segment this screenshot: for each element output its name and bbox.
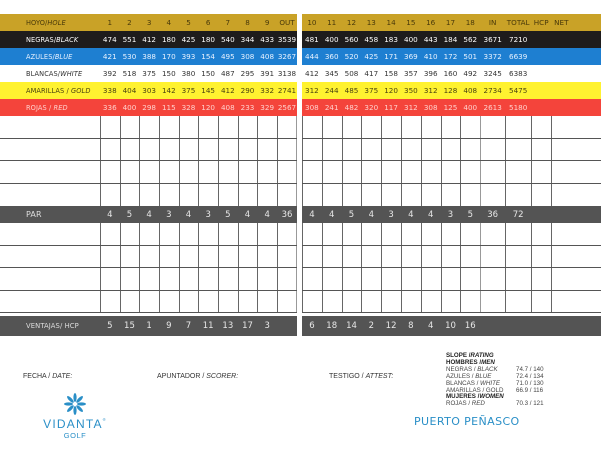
- out-total: 2741: [277, 86, 297, 95]
- handicap-row: [302, 316, 601, 336]
- par-out: 36: [281, 209, 293, 220]
- back-nine-panel: [302, 14, 601, 336]
- yardage: 145: [201, 86, 215, 95]
- slope-row: ROJAS / RED 70.3 / 121: [446, 400, 544, 408]
- flower-star-icon: [63, 392, 87, 416]
- out-total: 3138: [277, 69, 297, 78]
- hole-number: 15: [406, 18, 416, 27]
- yardage: 421: [102, 52, 117, 61]
- yardage: 357: [404, 69, 418, 78]
- hole-number: 1: [107, 18, 113, 27]
- hole-number: 2: [127, 18, 132, 27]
- handicap-value: 11: [202, 321, 214, 331]
- yardage: 295: [240, 69, 255, 78]
- par-value: 3: [205, 209, 211, 220]
- score-entry-row[interactable]: [0, 246, 297, 269]
- yardage: 400: [404, 35, 418, 44]
- handicap-value: 14: [346, 321, 357, 331]
- yardage: 375: [181, 86, 196, 95]
- handicap-value: 4: [427, 321, 434, 331]
- yardage: 332: [260, 86, 275, 95]
- yardage: 396: [423, 69, 438, 78]
- yardage: 412: [305, 69, 319, 78]
- yardage: 303: [142, 86, 156, 95]
- score-entry-row[interactable]: [0, 116, 297, 139]
- hole-number: 3: [146, 18, 152, 27]
- yardage: 150: [201, 69, 215, 78]
- yardage: 485: [344, 86, 359, 95]
- hole-number: 4: [166, 18, 172, 27]
- yardage: 170: [161, 52, 176, 61]
- yardage: 380: [181, 69, 196, 78]
- tee-row-blue: [302, 48, 601, 65]
- yardage: 308: [240, 52, 255, 61]
- score-entry-row[interactable]: [302, 161, 601, 184]
- hole-header-label: HOYO/HOLE: [26, 18, 66, 27]
- vidanta-golf-subtitle: GOLF: [63, 431, 87, 440]
- yardage: 408: [260, 52, 275, 61]
- hole-header-row: [302, 14, 601, 31]
- par-value: 4: [368, 209, 374, 220]
- hole-number: 17: [445, 18, 456, 27]
- tee-label: BLANCAS/WHITE: [26, 69, 83, 78]
- par-value: 3: [388, 209, 394, 220]
- yardage: 412: [220, 86, 235, 95]
- yardage: 560: [344, 35, 359, 44]
- yardage: 154: [201, 52, 215, 61]
- tee-row-red: [302, 99, 601, 116]
- handicap-value: 15: [124, 321, 135, 331]
- yardage: 412: [142, 35, 156, 44]
- in-total: 2613: [483, 103, 502, 112]
- yardage: 241: [324, 103, 339, 112]
- yardage: 495: [220, 52, 235, 61]
- yardage: 392: [102, 69, 117, 78]
- score-entry-row[interactable]: [302, 116, 601, 139]
- par-value: 5: [225, 209, 231, 220]
- grand-total: 6639: [509, 52, 528, 61]
- hole-number: 18: [465, 18, 475, 27]
- tee-row-black: [302, 31, 601, 48]
- yardage: 180: [201, 35, 215, 44]
- handicap-value: 7: [185, 321, 192, 331]
- grand-total: 5180: [509, 103, 528, 112]
- hole-number: 10: [307, 18, 317, 27]
- yardage: 393: [181, 52, 196, 61]
- yardage: 298: [142, 103, 156, 112]
- par-value: 5: [467, 209, 473, 220]
- yardage: 530: [122, 52, 137, 61]
- yardage: 482: [344, 103, 359, 112]
- out-total: 3539: [277, 35, 297, 44]
- yardage: 180: [161, 35, 176, 44]
- grand-total: 5475: [509, 86, 528, 95]
- yardage: 125: [443, 103, 458, 112]
- score-grid-upper: [302, 116, 601, 206]
- slope-row: NEGRAS / BLACK 74.7 / 140: [446, 365, 544, 373]
- date-field-label[interactable]: FECHA / DATE:: [23, 373, 73, 380]
- yardage: 408: [463, 86, 478, 95]
- net-header: NET: [554, 18, 569, 27]
- hole-number: 12: [346, 18, 357, 27]
- score-entry-row[interactable]: [302, 291, 601, 314]
- yardage: 184: [443, 35, 458, 44]
- hole-header-row: [0, 14, 297, 31]
- handicap-value: 5: [107, 321, 113, 331]
- yardage: 540: [220, 35, 235, 44]
- slope-row: BLANCAS / WHITE 71.0 / 130: [446, 379, 544, 387]
- tee-row-gold: [302, 82, 601, 99]
- puerto-penasco-logo: PUERTO PEÑASCO: [414, 415, 520, 428]
- yardage: 120: [384, 86, 398, 95]
- yardage: 308: [305, 103, 319, 112]
- score-grid-lower: [0, 223, 297, 313]
- handicap-value: 12: [385, 321, 397, 331]
- handicap-value: 1: [146, 321, 152, 331]
- yardage: 375: [364, 86, 379, 95]
- yardage: 312: [305, 86, 319, 95]
- score-entry-row[interactable]: [0, 139, 297, 162]
- slope-rating-table: SLOPE / RATING HOMBRES / MEN NEGRAS / BLACK 74.7 / 140 AZULES / BLUE 72.4 / 134 BLANCAS / WHITE 71.0 / 130 AMARILLAS / GOLD 66.9 / 116 MUJERES / WOMEN ROJAS / RED 70.3 / 121: [446, 353, 546, 408]
- hole-number: 5: [186, 18, 191, 27]
- handicap-value: 8: [408, 321, 414, 331]
- score-entry-row[interactable]: [0, 291, 297, 314]
- yardage: 425: [181, 35, 196, 44]
- handicap-value: 18: [326, 321, 338, 331]
- yardage: 481: [305, 35, 319, 44]
- in-total: 3671: [483, 35, 502, 44]
- par-value: 4: [244, 209, 251, 220]
- attest-field-label[interactable]: TESTIGO / ATTEST:: [329, 373, 394, 380]
- yardage: 312: [423, 86, 438, 95]
- yardage: 520: [344, 52, 359, 61]
- tee-row-white: [302, 65, 601, 82]
- score-grid-lower: [302, 223, 601, 313]
- yardage: 404: [122, 86, 137, 95]
- yardage: 492: [463, 69, 478, 78]
- yardage: 183: [384, 35, 398, 44]
- score-entry-row[interactable]: [0, 268, 297, 291]
- handicap-value: 10: [445, 321, 456, 331]
- yardage: 344: [240, 35, 255, 44]
- slope-row: AMARILLAS / GOLD 66.9 / 116: [446, 386, 544, 394]
- tee-label: AZULES/BLUE: [26, 52, 73, 61]
- score-entry-row[interactable]: [302, 268, 601, 291]
- par-value: 4: [185, 209, 192, 220]
- score-entry-row[interactable]: [0, 161, 297, 184]
- par-value: 4: [328, 209, 335, 220]
- par-row: [0, 206, 297, 223]
- yardage: 551: [122, 35, 137, 44]
- handicap-row: [0, 316, 297, 336]
- yardage: 360: [324, 52, 339, 61]
- hole-number: 6: [205, 18, 211, 27]
- tee-row-white: [0, 65, 297, 82]
- handicap-value: 16: [464, 321, 476, 331]
- hole-number: 14: [386, 18, 396, 27]
- yardage: 400: [122, 103, 137, 112]
- yardage: 117: [384, 103, 398, 112]
- handicap-value: 6: [309, 321, 315, 331]
- yardage: 244: [324, 86, 339, 95]
- grand-total: 6383: [509, 69, 528, 78]
- yardage: 369: [404, 52, 418, 61]
- tee-row-blue: [0, 48, 297, 65]
- yardage: 474: [102, 35, 117, 44]
- yardage: 562: [463, 35, 478, 44]
- handicap-value: 9: [166, 321, 172, 331]
- par-total: 72: [512, 209, 524, 220]
- total-header: TOTAL: [506, 18, 530, 27]
- score-entry-row[interactable]: [302, 139, 601, 162]
- yardage: 150: [161, 69, 176, 78]
- score-entry-row[interactable]: [0, 184, 297, 207]
- yardage: 444: [305, 52, 319, 61]
- par-value: 3: [166, 209, 172, 220]
- handicap-value: 13: [222, 321, 234, 331]
- par-value: 3: [447, 209, 454, 220]
- par-value: 5: [126, 209, 133, 220]
- tee-row-gold: [0, 82, 297, 99]
- vidanta-wordmark: VIDANTA®: [43, 417, 107, 431]
- yardage: 320: [364, 103, 379, 112]
- yardage: 391: [260, 69, 275, 78]
- handicap-value: 2: [368, 321, 374, 331]
- yardage: 171: [384, 52, 398, 61]
- yardage: 350: [404, 86, 418, 95]
- yardage: 312: [404, 103, 418, 112]
- par-value: 4: [408, 209, 414, 220]
- yardage: 410: [423, 52, 438, 61]
- yardage: 501: [463, 52, 478, 61]
- yardage: 458: [364, 35, 379, 44]
- yardage: 375: [142, 69, 156, 78]
- yardage: 128: [443, 86, 458, 95]
- yardage: 329: [260, 103, 275, 112]
- scorer-field-label[interactable]: APUNTADOR / SCORER:: [157, 373, 239, 380]
- score-entry-row[interactable]: [302, 184, 601, 207]
- hole-number: 16: [426, 18, 436, 27]
- yardage: 433: [260, 35, 275, 44]
- yardage: 388: [142, 52, 156, 61]
- hole-number: 9: [264, 18, 270, 27]
- out-header: OUT: [279, 18, 295, 27]
- hole-number: 11: [327, 18, 337, 27]
- front-nine-panel: [0, 14, 297, 336]
- yardage: 400: [463, 103, 478, 112]
- tee-row-red: [0, 99, 297, 116]
- grand-total: 7210: [509, 35, 528, 44]
- slope-row: AZULES / BLUE 72.4 / 134: [446, 372, 544, 380]
- yardage: 142: [161, 86, 176, 95]
- yardage: 328: [181, 103, 196, 112]
- vidanta-golf-logo: [40, 392, 110, 440]
- yardage: 508: [344, 69, 359, 78]
- yardage: 417: [364, 69, 379, 78]
- yardage: 345: [324, 69, 339, 78]
- in-total: 3372: [483, 52, 502, 61]
- in-total: 3245: [483, 69, 502, 78]
- handicap-value: 3: [264, 321, 270, 331]
- tee-label: ROJAS / RED: [26, 103, 68, 112]
- yardage: 172: [443, 52, 458, 61]
- handicap-value: 17: [242, 321, 253, 331]
- yardage: 160: [443, 69, 458, 78]
- handicap-label: VENTAJAS/ HCP: [26, 322, 79, 330]
- par-value: 4: [309, 209, 315, 220]
- hole-number: 13: [366, 18, 376, 27]
- yardage: 338: [102, 86, 117, 95]
- par-label: PAR: [26, 210, 42, 219]
- par-value: 4: [146, 209, 152, 220]
- par-value: 4: [264, 209, 270, 220]
- yardage: 336: [102, 103, 117, 112]
- yardage: 408: [220, 103, 235, 112]
- hcp-header: HCP: [533, 18, 549, 27]
- score-entry-row[interactable]: [0, 223, 297, 246]
- par-in: 36: [487, 209, 499, 220]
- yardage: 115: [161, 103, 176, 112]
- in-total: 2734: [483, 86, 502, 95]
- score-entry-row[interactable]: [302, 246, 601, 269]
- yardage: 443: [423, 35, 438, 44]
- yardage: 233: [240, 103, 255, 112]
- yardage: 518: [122, 69, 137, 78]
- out-total: 3267: [277, 52, 297, 61]
- tee-label: NEGRAS/BLACK: [26, 35, 79, 44]
- tee-row-black: [0, 31, 297, 48]
- par-value: 5: [348, 209, 355, 220]
- hole-number: 8: [245, 18, 250, 27]
- yardage: 308: [423, 103, 438, 112]
- out-total: 2567: [277, 103, 297, 112]
- par-value: 4: [427, 209, 434, 220]
- yardage: 487: [220, 69, 235, 78]
- in-header: IN: [488, 18, 497, 27]
- score-entry-row[interactable]: [302, 223, 601, 246]
- score-grid-upper: [0, 116, 297, 206]
- par-value: 4: [107, 209, 113, 220]
- yardage: 158: [384, 69, 398, 78]
- hole-number: 7: [225, 18, 231, 27]
- tee-label: AMARILLAS / GOLD: [26, 86, 91, 95]
- yardage: 120: [201, 103, 215, 112]
- yardage: 425: [364, 52, 379, 61]
- par-row: [302, 206, 601, 223]
- yardage: 290: [240, 86, 255, 95]
- yardage: 400: [324, 35, 339, 44]
